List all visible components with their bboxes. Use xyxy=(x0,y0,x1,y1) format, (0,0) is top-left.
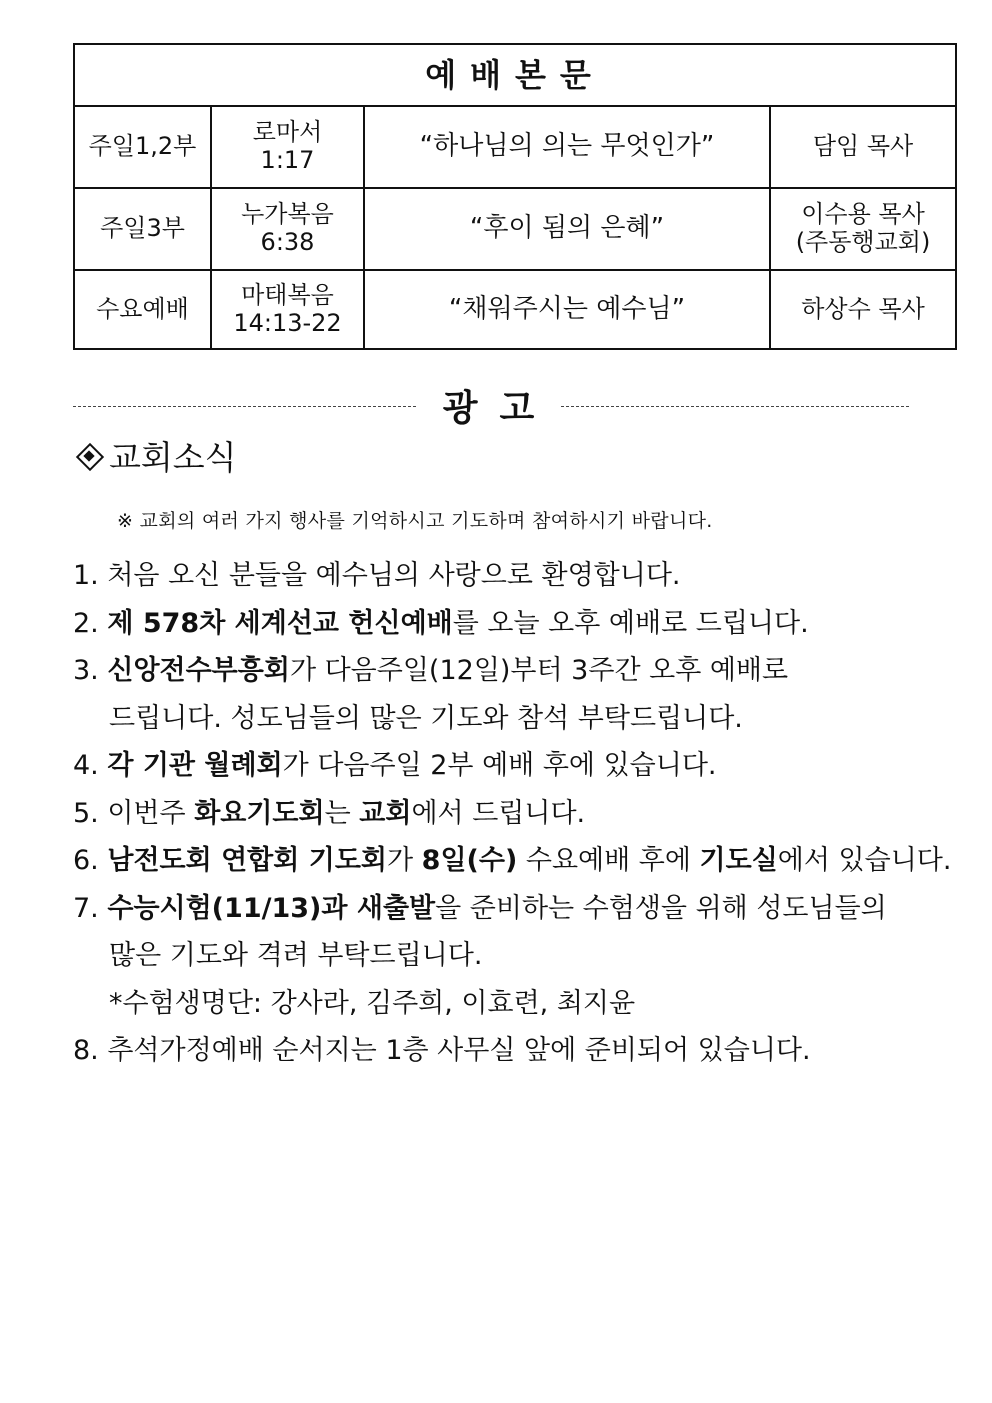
worship-row xyxy=(74,106,956,188)
divider-right xyxy=(561,406,909,407)
item-text: 가 xyxy=(386,845,422,876)
service-name: 수요예배 xyxy=(74,270,211,349)
ads-header xyxy=(73,380,909,429)
worship-row xyxy=(74,270,956,349)
announcement-item xyxy=(73,885,973,933)
worship-table-title: 예배본문 xyxy=(74,44,956,106)
announcement-list xyxy=(73,552,973,1075)
item-text: 에서 있습니다. xyxy=(777,845,952,876)
announcement-item xyxy=(73,742,973,790)
section-title-text: 교회소식 xyxy=(109,438,237,477)
item-highlight: 8일(수) xyxy=(421,845,518,876)
item-text: 을 준비하는 수험생을 위해 성도님들의 xyxy=(435,892,887,924)
item-highlight: 남전도회 연합회 기도회 xyxy=(107,845,387,876)
item-text: 가 다음주일(12일)부터 3주간 오후 예배로 xyxy=(289,655,789,686)
announcement-item xyxy=(73,790,973,838)
passage xyxy=(211,270,364,349)
passage-book: 누가복음 xyxy=(241,200,334,229)
item-number: 1. xyxy=(73,560,99,591)
service-name: 주일3부 xyxy=(74,188,211,270)
announcement-item-continued: 많은 기도와 격려 부탁드립니다. xyxy=(109,940,483,971)
passage xyxy=(211,188,364,270)
item-number: 8. xyxy=(73,1035,99,1066)
preacher xyxy=(770,106,956,188)
item-text: 처음 오신 분들을 예수님의 사랑으로 환영합니다. xyxy=(98,560,681,591)
worship-row xyxy=(74,188,956,270)
item-highlight: 수능시험(11/13)과 새출발 xyxy=(107,892,436,924)
passage xyxy=(211,106,364,188)
preacher-church: (주동행교회) xyxy=(795,228,931,256)
sermon-title: “후이 됨의 은혜” xyxy=(364,188,770,270)
service-name: 주일1,2부 xyxy=(74,106,211,188)
student-list: *수험생명단: 강사라, 김주희, 이효련, 최지윤 xyxy=(109,987,636,1019)
item-text: 추석가정예배 순서지는 1층 사무실 앞에 준비되어 있습니다. xyxy=(98,1035,811,1066)
section-title xyxy=(73,432,237,479)
preacher xyxy=(770,188,956,270)
item-highlight: 제 578차 세계선교 헌신예배 xyxy=(107,607,453,639)
diamond-bullet-icon xyxy=(77,444,101,468)
passage-ref: 1:17 xyxy=(260,146,315,174)
item-highlight: 각 기관 월례회 xyxy=(107,750,283,781)
announcement-item xyxy=(73,1027,973,1075)
passage-ref: 14:13-22 xyxy=(233,308,342,337)
item-number: 4. xyxy=(73,750,99,781)
passage-book: 로마서 xyxy=(252,118,323,147)
ads-title: 광고 xyxy=(442,388,557,429)
item-number: 6. xyxy=(73,845,99,876)
item-text: 가 다음주일 2부 예배 후에 있습니다. xyxy=(282,750,717,781)
announcement-item xyxy=(73,837,973,885)
item-highlight: 기도실 xyxy=(699,845,778,876)
item-highlight: 신앙전수부흥회 xyxy=(107,655,290,686)
preacher xyxy=(770,270,956,349)
divider-left xyxy=(73,406,416,407)
passage-book: 마태복음 xyxy=(241,280,334,309)
item-highlight: 화요기도회 xyxy=(194,797,325,829)
item-number: 3. xyxy=(73,655,99,686)
item-text: 이번주 xyxy=(98,797,195,829)
worship-table xyxy=(73,43,957,350)
item-number: 7. xyxy=(73,892,99,924)
preacher-name: 담임 목사 xyxy=(812,132,914,161)
item-number: 5. xyxy=(73,797,99,829)
item-highlight: 교회 xyxy=(359,797,412,829)
announcement-item xyxy=(73,552,973,600)
announcement-item xyxy=(73,600,973,648)
item-text: 는 xyxy=(324,797,360,829)
item-text: 를 오늘 오후 예배로 드립니다. xyxy=(452,607,809,639)
item-text: 에서 드립니다. xyxy=(411,797,586,829)
ads-note: ※ 교회의 여러 가지 행사를 기억하시고 기도하며 참여하시기 바랍니다. xyxy=(117,510,713,532)
item-number: 2. xyxy=(73,607,99,639)
preacher-name: 이수용 목사 xyxy=(801,200,925,229)
passage-ref: 6:38 xyxy=(260,228,315,256)
announcement-item-continued: 드립니다. 성도님들의 많은 기도와 참석 부탁드립니다. xyxy=(109,702,743,734)
item-text: 수요예배 후에 xyxy=(517,845,700,876)
announcement-item xyxy=(73,647,973,695)
sermon-title: “하나님의 의는 무엇인가” xyxy=(364,106,770,188)
preacher-name: 하상수 목사 xyxy=(801,294,925,323)
sermon-title: “채워주시는 예수님” xyxy=(364,270,770,349)
